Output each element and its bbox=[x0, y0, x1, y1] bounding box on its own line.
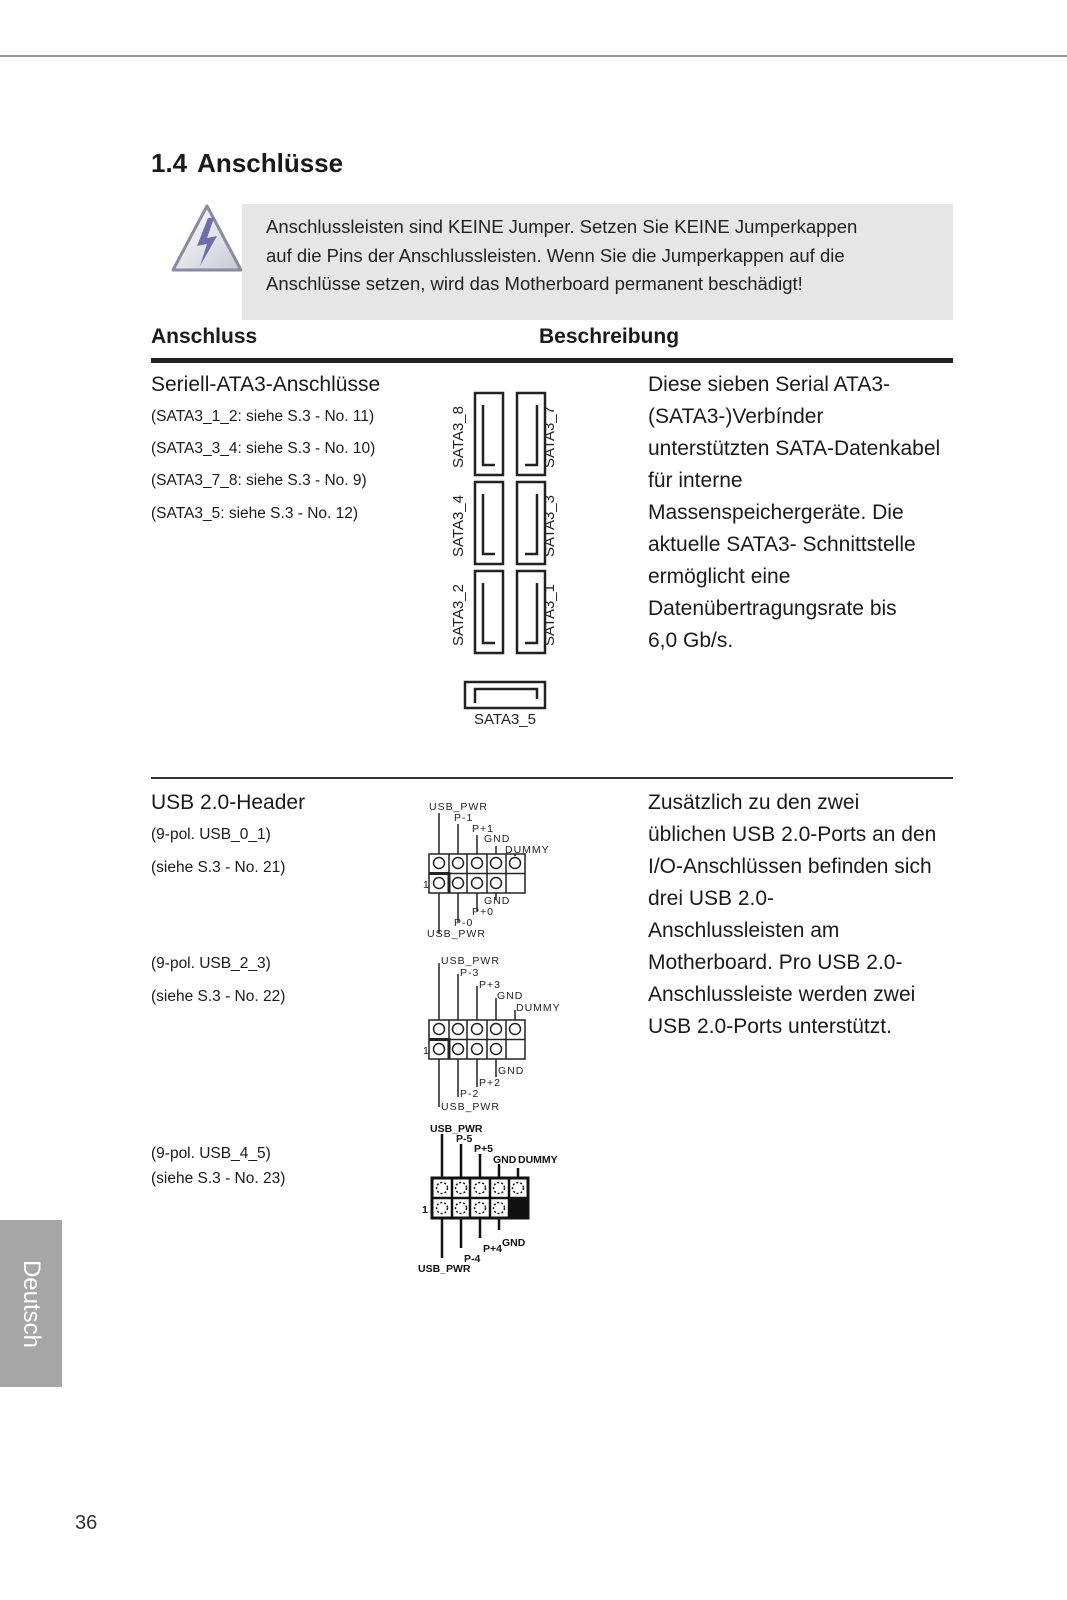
description-line: für interne bbox=[648, 469, 743, 492]
pin-label: USB_PWR bbox=[441, 955, 500, 967]
section-heading: Anschlüsse bbox=[197, 148, 344, 178]
usb-header-ref: (siehe S.3 - No. 21) bbox=[151, 859, 286, 876]
sata-port-label: SATA3_5 bbox=[474, 711, 536, 728]
usb-header-ref: (siehe S.3 - No. 22) bbox=[151, 988, 286, 1005]
usb-header-name: (9-pol. USB_4_5) bbox=[151, 1145, 271, 1162]
pin-label: P+3 bbox=[479, 979, 501, 991]
pin-one-label: 1 bbox=[423, 879, 430, 891]
pin-label: USB_PWR bbox=[429, 801, 488, 813]
description-line: drei USB 2.0- bbox=[648, 887, 775, 910]
sata-port-label: SATA3_7 bbox=[541, 406, 558, 468]
usb-header-ref: (siehe S.3 - No. 23) bbox=[151, 1170, 286, 1187]
sata-description bbox=[648, 369, 968, 657]
warning-triangle-icon bbox=[167, 202, 245, 276]
description-line: (SATA3-)Verbínder bbox=[648, 405, 824, 428]
pin-label: DUMMY bbox=[505, 844, 550, 856]
warning-line: auf die Pins der Anschlussleisten. Wenn Sie die Jumperkappen auf die bbox=[266, 244, 845, 266]
sata-port-label: SATA3_4 bbox=[450, 495, 467, 557]
pin-label: P-2 bbox=[460, 1088, 480, 1100]
pin-label: P-5 bbox=[456, 1133, 473, 1145]
pin-label: P-0 bbox=[454, 917, 474, 929]
sata-port-label: SATA3_3 bbox=[541, 495, 558, 557]
description-line: USB 2.0-Ports unterstützt. bbox=[648, 1015, 892, 1038]
usb-title: USB 2.0-Header bbox=[151, 791, 306, 814]
pin-label: USB_PWR bbox=[427, 928, 486, 940]
column-header-connector: Anschluss bbox=[151, 325, 258, 348]
pin-one-label: 1 bbox=[423, 1045, 430, 1057]
section-title bbox=[151, 148, 343, 179]
pin-label: GND bbox=[484, 895, 511, 907]
section-number: 1.4 bbox=[151, 148, 188, 178]
usb-header-diagram bbox=[425, 800, 585, 940]
pin-label: P+5 bbox=[474, 1143, 493, 1155]
sata-port-label: SATA3_8 bbox=[450, 406, 467, 468]
top-divider bbox=[0, 55, 1067, 57]
pin-label: USB_PWR bbox=[441, 1101, 500, 1113]
description-line: Datenübertragungsrate bis bbox=[648, 597, 897, 620]
pin-label: DUMMY bbox=[516, 1002, 561, 1014]
pin-label: P-3 bbox=[460, 967, 480, 979]
description-line: 6,0 Gb/s. bbox=[648, 629, 734, 652]
usb-header-name: (9-pol. USB_2_3) bbox=[151, 955, 271, 972]
pin-label: USB_PWR bbox=[430, 1123, 483, 1135]
language-label: Deutsch bbox=[18, 1259, 45, 1348]
pin-label: GND bbox=[484, 833, 511, 845]
description-line: unterstützten SATA-Datenkabel bbox=[648, 437, 941, 460]
description-line: ermöglicht eine bbox=[648, 565, 791, 588]
pin-label: GND bbox=[493, 1154, 517, 1166]
pin-label: GND bbox=[497, 990, 524, 1002]
description-line: Motherboard. Pro USB 2.0- bbox=[648, 951, 903, 974]
pin-label: P+0 bbox=[472, 906, 494, 918]
description-line: Diese sieben Serial ATA3- bbox=[648, 373, 891, 396]
page-number: 36 bbox=[75, 1512, 98, 1534]
sata-ref: (SATA3_5: siehe S.3 - No. 12) bbox=[151, 505, 359, 522]
sata-ref: (SATA3_3_4: siehe S.3 - No. 10) bbox=[151, 440, 376, 457]
pin-label: P-4 bbox=[464, 1253, 481, 1265]
column-header-description: Beschreibung bbox=[539, 325, 680, 348]
pin-label: GND bbox=[498, 1065, 525, 1077]
pin-label: GND bbox=[502, 1237, 526, 1249]
sata-port bbox=[475, 571, 503, 653]
usb-header-diagram bbox=[418, 1122, 578, 1277]
pin-label: DUMMY bbox=[518, 1154, 558, 1166]
section-rule bbox=[151, 777, 953, 779]
pin-label: P+1 bbox=[472, 823, 494, 835]
description-line: I/O-Anschlüssen befinden sich bbox=[648, 855, 932, 878]
pin-label: USB_PWR bbox=[418, 1263, 471, 1275]
usb-header-diagram bbox=[425, 955, 585, 1115]
description-line: Massenspeichergeräte. Die bbox=[648, 501, 904, 524]
sata-ref: (SATA3_1_2: siehe S.3 - No. 11) bbox=[151, 408, 375, 425]
sata-port bbox=[475, 482, 503, 564]
pin-one-label: 1 bbox=[422, 1204, 428, 1216]
warning-line: Anschlüsse setzen, wird das Motherboard permanent beschädigt! bbox=[266, 273, 803, 294]
warning-text bbox=[266, 213, 936, 299]
header-rule bbox=[151, 358, 953, 363]
description-line: üblichen USB 2.0-Ports an den bbox=[648, 823, 937, 846]
sata-port bbox=[465, 682, 545, 708]
pin-label: P+2 bbox=[479, 1077, 501, 1089]
sata-port bbox=[475, 393, 503, 475]
description-line: aktuelle SATA3- Schnittstelle bbox=[648, 533, 916, 556]
pin-label: P-1 bbox=[454, 812, 474, 824]
sata-port-label: SATA3_1 bbox=[541, 584, 558, 646]
usb-description bbox=[648, 787, 968, 1043]
description-line: Zusätzlich zu den zwei bbox=[648, 791, 860, 814]
language-side-tab bbox=[0, 1220, 62, 1387]
description-line: Anschlussleiste werden zwei bbox=[648, 983, 916, 1006]
pin-label: P+4 bbox=[483, 1243, 502, 1255]
sata-title: Seriell-ATA3-Anschlüsse bbox=[151, 373, 381, 396]
usb-header-name: (9-pol. USB_0_1) bbox=[151, 826, 271, 843]
warning-line: Anschlussleisten sind KEINE Jumper. Setzen Sie KEINE Jumperkappen bbox=[266, 216, 858, 237]
sata-port-label: SATA3_2 bbox=[450, 584, 467, 646]
description-line: Anschlussleisten am bbox=[648, 919, 840, 942]
sata-ref: (SATA3_7_8: siehe S.3 - No. 9) bbox=[151, 472, 367, 489]
sata-connector-diagram bbox=[445, 385, 585, 730]
